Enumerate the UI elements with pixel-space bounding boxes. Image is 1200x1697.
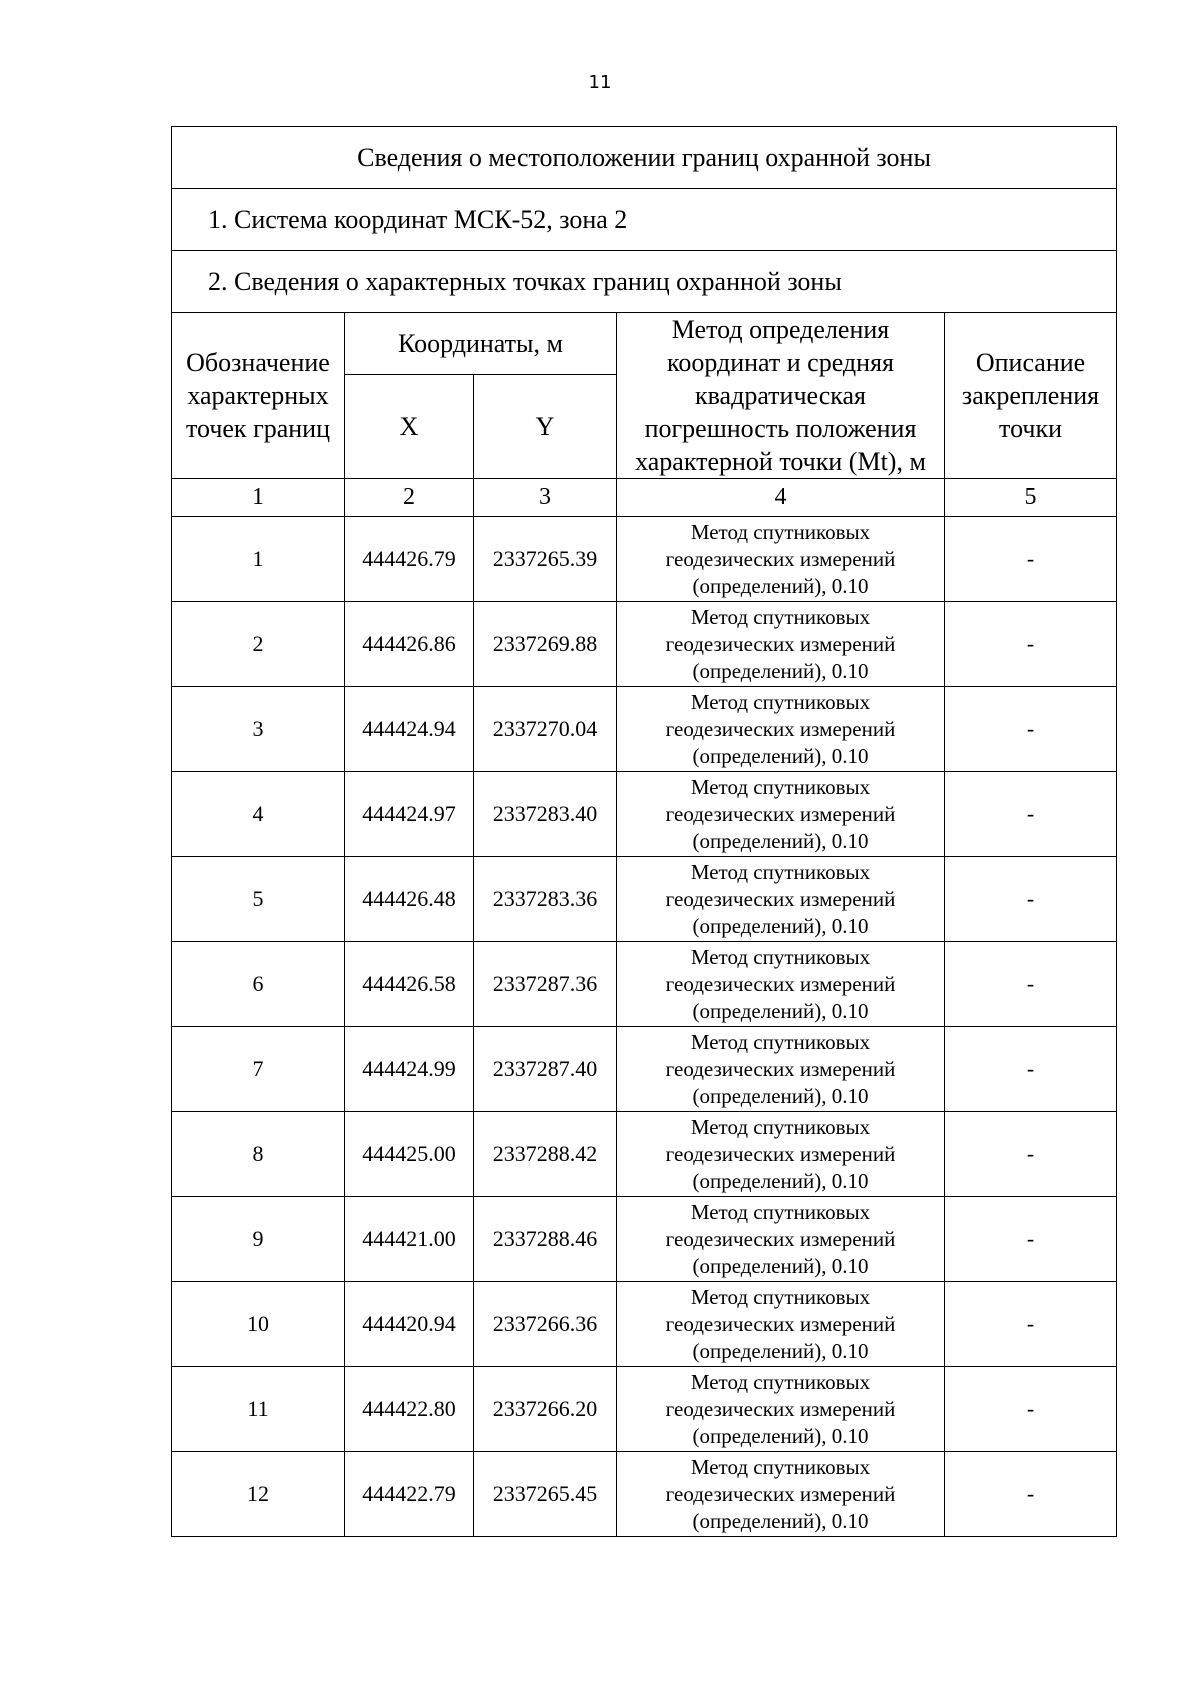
- x-coordinate-cell: 444426.86: [345, 602, 474, 687]
- header-x: X: [345, 375, 474, 479]
- header-designation-line: Обозначение: [186, 348, 330, 377]
- method-cell: [617, 942, 945, 1027]
- table-row: [172, 687, 1117, 772]
- y-coordinate-cell: 2337283.36: [474, 857, 617, 942]
- point-id-cell: 5: [172, 857, 345, 942]
- method-line: (определений), 0.10: [692, 573, 869, 598]
- y-coordinate-cell: 2337283.40: [474, 772, 617, 857]
- method-line: геодезических измерений: [665, 971, 896, 996]
- method-line: (определений), 0.10: [692, 1168, 869, 1193]
- method-cell: [617, 602, 945, 687]
- table-row: [172, 857, 1117, 942]
- method-line: геодезических измерений: [665, 716, 896, 741]
- method-cell: [617, 857, 945, 942]
- method-line: (определений), 0.10: [692, 658, 869, 683]
- description-cell: -: [945, 1112, 1117, 1197]
- method-line: геодезических измерений: [665, 1481, 896, 1506]
- y-coordinate-cell: 2337266.20: [474, 1367, 617, 1452]
- point-id-cell: 3: [172, 687, 345, 772]
- table-row: [172, 602, 1117, 687]
- method-line: Метод спутниковых: [690, 774, 871, 799]
- description-cell: -: [945, 602, 1117, 687]
- x-coordinate-cell: 444420.94: [345, 1282, 474, 1367]
- y-coordinate-cell: 2337265.39: [474, 517, 617, 602]
- point-id-cell: 4: [172, 772, 345, 857]
- table-row: [172, 1282, 1117, 1367]
- header-method-line: характерной точки (Mt), м: [635, 447, 926, 476]
- point-id-cell: 2: [172, 602, 345, 687]
- header-method-line: погрешность положения: [644, 414, 917, 443]
- method-line: Метод спутниковых: [690, 1199, 871, 1224]
- description-cell: -: [945, 1452, 1117, 1537]
- point-id-cell: 10: [172, 1282, 345, 1367]
- x-coordinate-cell: 444424.97: [345, 772, 474, 857]
- method-cell: [617, 1452, 945, 1537]
- method-line: геодезических измерений: [665, 886, 896, 911]
- method-line: (определений), 0.10: [692, 1423, 869, 1448]
- y-coordinate-cell: 2337288.46: [474, 1197, 617, 1282]
- x-coordinate-cell: 444422.79: [345, 1452, 474, 1537]
- method-line: Метод спутниковых: [690, 1114, 871, 1139]
- method-line: (определений), 0.10: [692, 998, 869, 1023]
- method-line: (определений), 0.10: [692, 743, 869, 768]
- header-description: [945, 313, 1117, 479]
- page-number: 11: [588, 72, 612, 93]
- method-line: геодезических измерений: [665, 801, 896, 826]
- x-coordinate-cell: 444424.94: [345, 687, 474, 772]
- header-method-line: координат и средняя: [667, 348, 894, 377]
- column-number-row: [172, 479, 1117, 517]
- method-line: Метод спутниковых: [690, 944, 871, 969]
- point-id-cell: 8: [172, 1112, 345, 1197]
- method-cell: [617, 1367, 945, 1452]
- coordinate-system: 1. Система координат МСК-52, зона 2: [172, 189, 1117, 251]
- column-number: 5: [945, 479, 1117, 517]
- method-line: (определений), 0.10: [692, 1083, 869, 1108]
- header-designation: [172, 313, 345, 479]
- method-line: Метод спутниковых: [690, 689, 871, 714]
- point-id-cell: 9: [172, 1197, 345, 1282]
- column-number: 2: [345, 479, 474, 517]
- x-coordinate-cell: 444422.80: [345, 1367, 474, 1452]
- method-line: геодезических измерений: [665, 1226, 896, 1251]
- method-line: (определений), 0.10: [692, 1253, 869, 1278]
- header-description-line: закрепления: [961, 381, 1100, 410]
- table-row: [172, 1112, 1117, 1197]
- method-line: геодезических измерений: [665, 631, 896, 656]
- header-designation-line: точек границ: [185, 414, 331, 443]
- column-number: 3: [474, 479, 617, 517]
- x-coordinate-cell: 444425.00: [345, 1112, 474, 1197]
- method-cell: [617, 1027, 945, 1112]
- y-coordinate-cell: 2337269.88: [474, 602, 617, 687]
- method-cell: [617, 1112, 945, 1197]
- header-method: [617, 313, 945, 479]
- method-line: геодезических измерений: [665, 1141, 896, 1166]
- method-line: геодезических измерений: [665, 546, 896, 571]
- method-line: (определений), 0.10: [692, 828, 869, 853]
- column-number: 4: [617, 479, 945, 517]
- method-line: (определений), 0.10: [692, 913, 869, 938]
- x-coordinate-cell: 444424.99: [345, 1027, 474, 1112]
- description-cell: -: [945, 857, 1117, 942]
- method-line: геодезических измерений: [665, 1311, 896, 1336]
- y-coordinate-cell: 2337287.40: [474, 1027, 617, 1112]
- column-number: 1: [172, 479, 345, 517]
- method-line: Метод спутниковых: [690, 1454, 871, 1479]
- description-cell: -: [945, 687, 1117, 772]
- method-line: Метод спутниковых: [690, 1369, 871, 1394]
- y-coordinate-cell: 2337288.42: [474, 1112, 617, 1197]
- header-designation-line: характерных: [187, 381, 329, 410]
- method-line: Метод спутниковых: [690, 859, 871, 884]
- y-coordinate-cell: 2337270.04: [474, 687, 617, 772]
- description-cell: -: [945, 1197, 1117, 1282]
- x-coordinate-cell: 444426.48: [345, 857, 474, 942]
- y-coordinate-cell: 2337265.45: [474, 1452, 617, 1537]
- method-line: (определений), 0.10: [692, 1338, 869, 1363]
- method-line: Метод спутниковых: [690, 519, 871, 544]
- method-cell: [617, 1197, 945, 1282]
- description-cell: -: [945, 1027, 1117, 1112]
- point-id-cell: 11: [172, 1367, 345, 1452]
- x-coordinate-cell: 444426.79: [345, 517, 474, 602]
- method-line: (определений), 0.10: [692, 1508, 869, 1533]
- table-title: Сведения о местоположении границ охранной зоны: [172, 127, 1117, 189]
- table-row: [172, 772, 1117, 857]
- method-line: геодезических измерений: [665, 1056, 896, 1081]
- point-id-cell: 1: [172, 517, 345, 602]
- points-section-title: 2. Сведения о характерных точках границ охранной зоны: [172, 251, 1117, 313]
- header-description-line: Описание: [975, 348, 1086, 377]
- method-line: Метод спутниковых: [690, 604, 871, 629]
- header-method-line: квадратическая: [694, 381, 867, 410]
- method-cell: [617, 1282, 945, 1367]
- description-cell: -: [945, 772, 1117, 857]
- table-row: [172, 1027, 1117, 1112]
- x-coordinate-cell: 444426.58: [345, 942, 474, 1027]
- coordinates-table: [171, 126, 1117, 1537]
- table-row: [172, 1197, 1117, 1282]
- header-method-line: Метод определения: [671, 315, 890, 344]
- y-coordinate-cell: 2337287.36: [474, 942, 617, 1027]
- y-coordinate-cell: 2337266.36: [474, 1282, 617, 1367]
- table-row: [172, 1452, 1117, 1537]
- method-line: Метод спутниковых: [690, 1029, 871, 1054]
- header-y: Y: [474, 375, 617, 479]
- table-row: [172, 942, 1117, 1027]
- method-line: Метод спутниковых: [690, 1284, 871, 1309]
- point-id-cell: 6: [172, 942, 345, 1027]
- header-coordinates: Координаты, м: [345, 313, 617, 375]
- point-id-cell: 12: [172, 1452, 345, 1537]
- x-coordinate-cell: 444421.00: [345, 1197, 474, 1282]
- description-cell: -: [945, 1282, 1117, 1367]
- header-description-line: точки: [999, 414, 1063, 443]
- table-row: [172, 517, 1117, 602]
- method-cell: [617, 517, 945, 602]
- point-id-cell: 7: [172, 1027, 345, 1112]
- method-cell: [617, 687, 945, 772]
- method-line: геодезических измерений: [665, 1396, 896, 1421]
- table-row: [172, 1367, 1117, 1452]
- method-cell: [617, 772, 945, 857]
- description-cell: -: [945, 942, 1117, 1027]
- description-cell: -: [945, 1367, 1117, 1452]
- description-cell: -: [945, 517, 1117, 602]
